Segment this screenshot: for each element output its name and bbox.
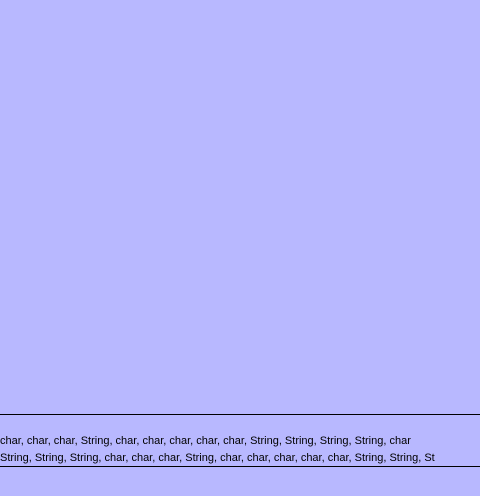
output-line: String, String, String, char, char, char, String, char, char, char, char, char, String, String, St xyxy=(0,452,435,464)
output-underline xyxy=(0,466,480,467)
output-line: char, char, char, String, char, char, char, char, char, String, String, String, String, char xyxy=(0,435,411,447)
output-panel[interactable] xyxy=(0,415,480,496)
